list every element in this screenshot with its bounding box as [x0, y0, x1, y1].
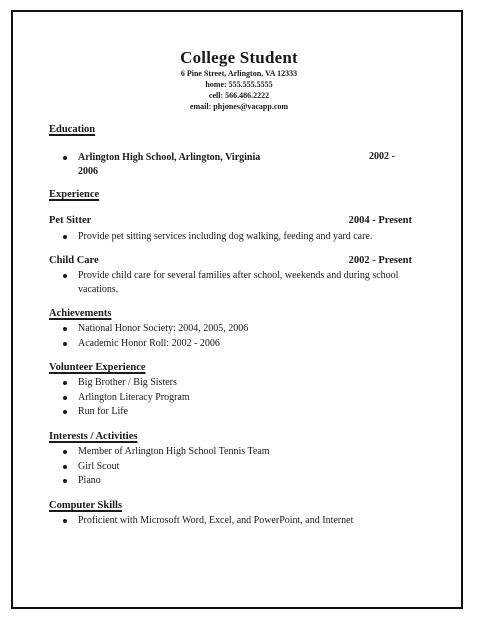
bullet — [63, 479, 67, 483]
bullet — [63, 381, 67, 385]
bullet — [63, 235, 67, 239]
education-date-end: 2006 — [78, 166, 98, 177]
interest-item: Piano — [78, 475, 101, 486]
bullet — [63, 450, 67, 454]
volunteer-item: Arlington Literacy Program — [78, 392, 190, 403]
achievement-item: Academic Honor Roll: 2002 - 2006 — [78, 338, 220, 349]
experience-date-child-care: 2002 - Present — [348, 255, 412, 266]
interest-item: Member of Arlington High School Tennis Team — [78, 446, 270, 457]
interest-item: Girl Scout — [78, 461, 120, 472]
resume-name: College Student — [180, 48, 298, 67]
contact-address: 6 Pine Street, Arlington, VA 12333 — [180, 69, 298, 78]
education-date-start: 2002 - — [369, 151, 395, 162]
section-heading-achievements: Achievements — [49, 308, 112, 319]
contact-email: email: phjones@vacapp.com — [189, 102, 289, 111]
section-heading-interests: Interests / Activities — [49, 431, 138, 442]
bullet — [63, 519, 67, 523]
section-heading-volunteer: Volunteer Experience — [49, 362, 146, 373]
experience-item: Provide pet sitting services including dog walking, feeding and yard care. — [78, 231, 373, 242]
experience-date-pet-sitter: 2004 - Present — [348, 215, 412, 226]
volunteer-item: Big Brother / Big Sisters — [78, 377, 177, 388]
bullet — [63, 342, 67, 346]
bullet — [63, 156, 67, 160]
experience-title-pet-sitter: Pet Sitter — [49, 215, 92, 226]
achievement-item: National Honor Society: 2004, 2005, 2006 — [78, 323, 249, 334]
bullet — [63, 327, 67, 331]
experience-item: Provide child care for several families after school, weekends and during school vacations. — [78, 270, 399, 295]
contact-cell-phone: cell: 566.486.2222 — [208, 91, 270, 100]
education-item: Arlington High School, Arlington, Virginia — [78, 152, 261, 163]
bullet — [63, 274, 67, 278]
section-heading-computer-skills: Computer Skills — [49, 500, 123, 511]
section-heading-experience: Experience — [49, 189, 100, 200]
experience-title-child-care: Child Care — [49, 255, 99, 266]
bullet — [63, 465, 67, 469]
bullet — [63, 410, 67, 414]
bullet — [63, 396, 67, 400]
section-heading-education: Education — [49, 124, 96, 135]
computer-skill-item: Proficient with Microsoft Word, Excel, and PowerPoint, and Internet — [78, 515, 354, 526]
contact-home-phone: home: 555.555.5555 — [205, 80, 273, 89]
volunteer-item: Run for Life — [78, 406, 128, 417]
